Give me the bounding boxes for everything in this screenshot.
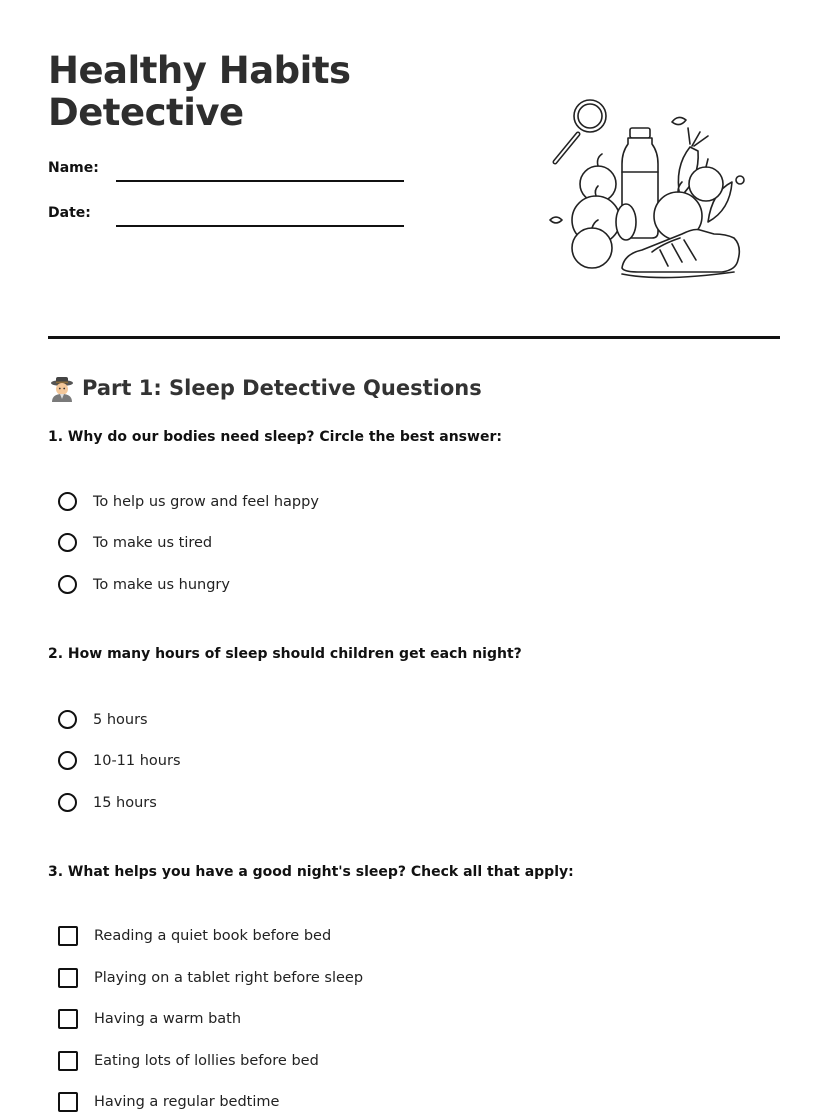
checkbox[interactable] xyxy=(58,926,78,946)
title-line-1: Healthy Habits xyxy=(48,49,351,92)
name-label: Name: xyxy=(48,160,99,176)
q1-option-3[interactable] xyxy=(58,575,230,594)
q2-option-2[interactable] xyxy=(58,751,181,770)
q2-option-1[interactable] xyxy=(58,710,148,729)
question-2: 2. How many hours of sleep should children get each night? xyxy=(48,646,522,662)
name-field[interactable] xyxy=(116,180,404,182)
option-label: Having a warm bath xyxy=(94,1011,242,1027)
checkbox[interactable] xyxy=(58,1092,78,1112)
detective-icon xyxy=(48,374,76,402)
option-label: To make us tired xyxy=(93,534,213,551)
radio-circle[interactable] xyxy=(58,492,77,511)
part1-title xyxy=(48,374,482,402)
option-label: Eating lots of lollies before bed xyxy=(94,1053,319,1069)
healthy-habits-illustration-icon xyxy=(540,92,760,292)
checkbox[interactable] xyxy=(58,1009,78,1029)
option-label: 5 hours xyxy=(93,711,148,728)
checkbox[interactable] xyxy=(58,1051,78,1071)
header-divider xyxy=(48,336,780,339)
radio-circle[interactable] xyxy=(58,751,77,770)
q1-option-1[interactable] xyxy=(58,492,319,511)
title-line-2: Detective xyxy=(48,91,244,134)
q3-option-1[interactable] xyxy=(58,926,331,946)
option-label: Having a regular bedtime xyxy=(94,1094,280,1110)
option-label: To help us grow and feel happy xyxy=(93,493,319,510)
q3-option-2[interactable] xyxy=(58,968,363,988)
radio-circle[interactable] xyxy=(58,575,77,594)
option-label: To make us hungry xyxy=(93,576,230,593)
q1-option-2[interactable] xyxy=(58,533,212,552)
radio-circle[interactable] xyxy=(58,533,77,552)
option-label: Playing on a tablet right before sleep xyxy=(94,970,364,986)
option-label: 10-11 hours xyxy=(93,752,181,769)
radio-circle[interactable] xyxy=(58,710,77,729)
date-label: Date: xyxy=(48,205,91,221)
option-label: 15 hours xyxy=(93,794,157,811)
worksheet-title xyxy=(48,50,351,134)
checkbox[interactable] xyxy=(58,968,78,988)
q2-option-3[interactable] xyxy=(58,793,157,812)
question-1: 1. Why do our bodies need sleep? Circle the best answer: xyxy=(48,429,502,445)
option-label: Reading a quiet book before bed xyxy=(94,928,332,944)
q3-option-5[interactable] xyxy=(58,1092,279,1112)
question-3: 3. What helps you have a good night's sleep? Check all that apply: xyxy=(48,864,574,880)
q3-option-4[interactable] xyxy=(58,1051,319,1071)
date-field[interactable] xyxy=(116,225,404,227)
part1-title-text: Part 1: Sleep Detective Questions xyxy=(82,376,482,400)
q3-option-3[interactable] xyxy=(58,1009,241,1029)
radio-circle[interactable] xyxy=(58,793,77,812)
